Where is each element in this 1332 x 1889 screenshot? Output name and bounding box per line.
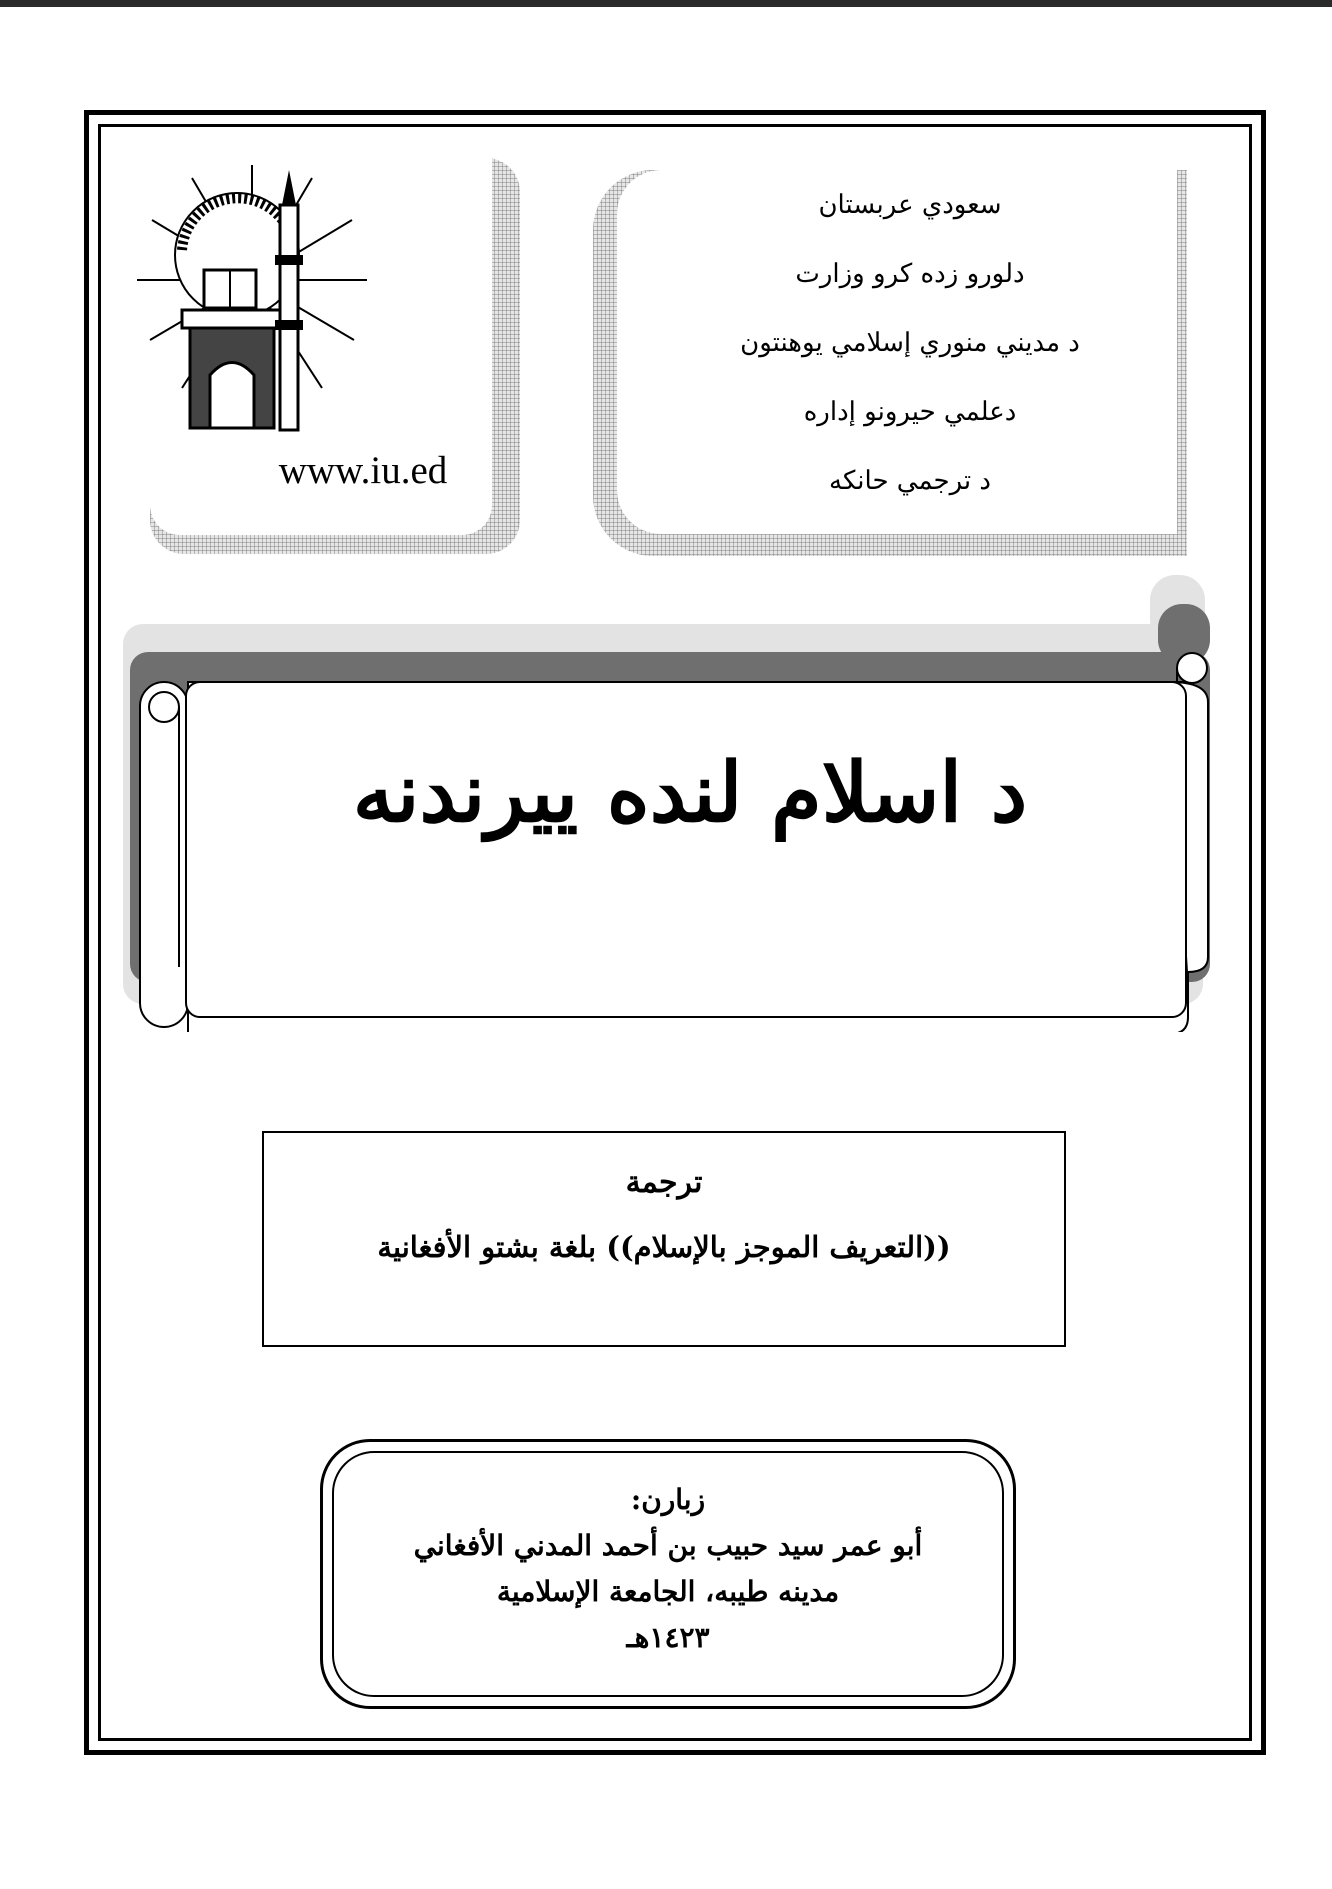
ministry-header bbox=[640, 180, 1180, 525]
translation-original-title: ((التعريف الموجز بالإسلام)) بلغة بشتو الأفغانية bbox=[377, 1230, 951, 1264]
translator-place: مدينه طيبه، الجامعة الإسلامية bbox=[496, 1575, 840, 1608]
ministry-line-administration: دعلمي حيرونو إداره bbox=[803, 397, 1017, 427]
translator-label: زبارن: bbox=[630, 1483, 706, 1516]
author-box bbox=[332, 1451, 1004, 1697]
book-title: د اسلام لنده ييرندنه bbox=[352, 745, 1028, 841]
ministry-line-university: د مديني منوري إسلامي يوهنتون bbox=[740, 328, 1080, 358]
translation-label: ترجمة bbox=[625, 1165, 703, 1200]
top-edge-bar bbox=[0, 0, 1332, 7]
ministry-line-ministry: دلورو زده كرو وزارت bbox=[795, 259, 1025, 289]
translator-name: أبو عمر سيد حبيب بن أحمد المدني الأفغاني bbox=[413, 1529, 923, 1562]
ministry-line-department: د ترجمي حانكه bbox=[829, 466, 991, 496]
university-url: www.iu.ed bbox=[278, 449, 448, 492]
translation-box bbox=[262, 1131, 1066, 1347]
university-emblem-icon bbox=[132, 160, 372, 435]
publication-year: ١٤٢٣هـ bbox=[626, 1621, 710, 1654]
ministry-line-country: سعودي عربستان bbox=[818, 190, 1002, 220]
